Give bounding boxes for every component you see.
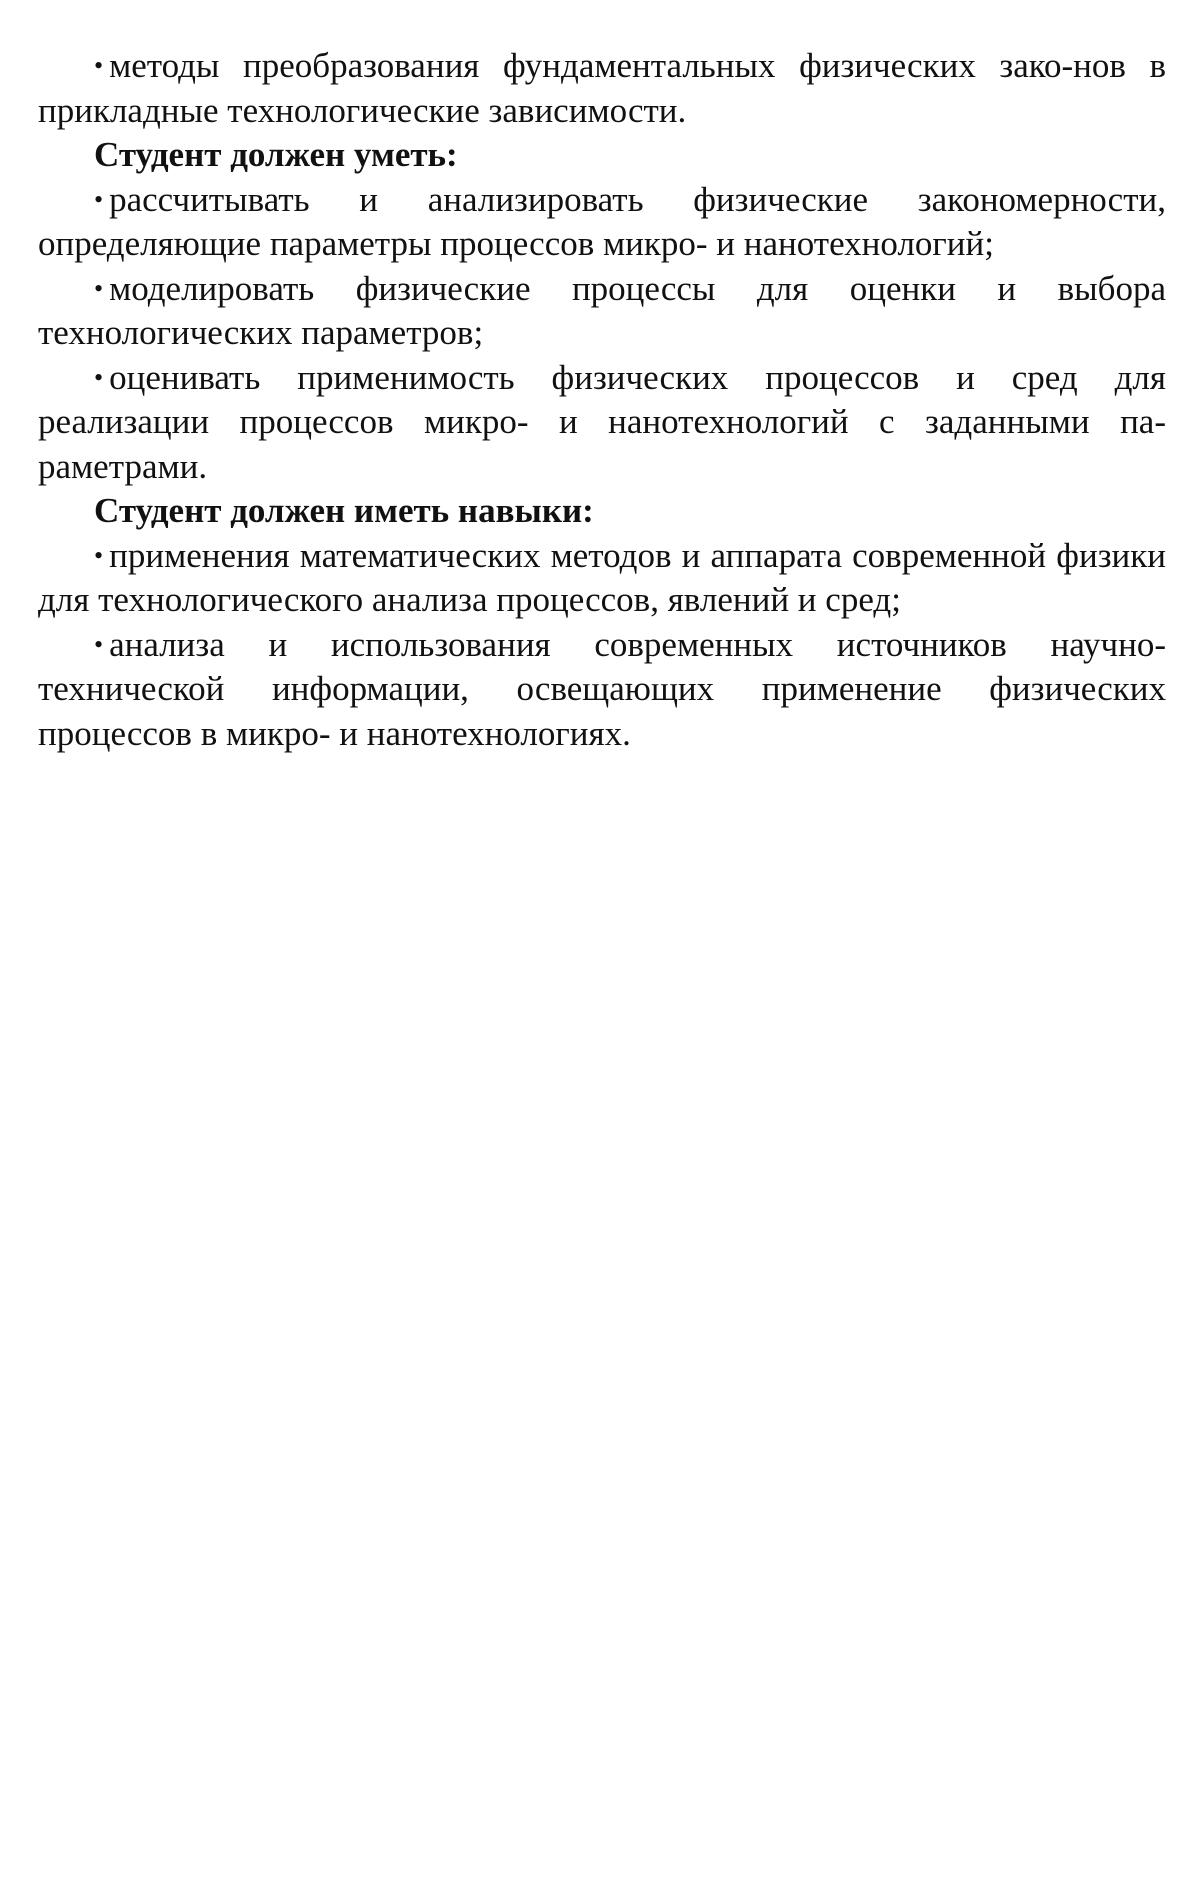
bullet-item-3	[38, 267, 1166, 356]
section-heading-skills: Студент должен уметь:	[94, 135, 458, 174]
bullet-item-text: оценивать применимость физических процессов и сред для реализации процессов микро- и нанотехнологий с заданными па-раметрами.	[38, 357, 1166, 486]
bullet-item-5	[38, 534, 1166, 623]
bullet-item-text: рассчитывать и анализировать физические закономерности, определяющие параметры процессов микро- и нанотехнологий;	[38, 179, 1166, 263]
bullet-icon: •	[94, 51, 104, 80]
bullet-icon: •	[94, 629, 104, 659]
bullet-icon: •	[94, 273, 104, 303]
bullet-item-6	[38, 623, 1166, 757]
bullet-item-text: методы преобразования фундаментальных физических зако-нов в прикладные технологические зависимости.	[38, 46, 1166, 130]
bullet-icon: •	[94, 184, 104, 214]
bullet-icon: •	[94, 540, 104, 570]
bullet-item-2	[38, 178, 1166, 267]
bullet-item-text: анализа и использования современных источников научно-технической информации, освещающих применение физических процессов в микро- и нанотехнологиях.	[38, 624, 1166, 753]
bullet-icon: •	[94, 362, 104, 392]
bullet-item-4	[38, 356, 1166, 490]
document-page	[38, 44, 1166, 756]
bullet-item-text: применения математических методов и аппарата современной физики для технологического анализа процессов, явлений и сред;	[38, 535, 1166, 619]
bullet-item-text: моделировать физические процессы для оценки и выбора технологических параметров;	[38, 268, 1166, 352]
section-heading-abilities: Студент должен иметь навыки:	[94, 491, 594, 530]
bullet-item-1	[38, 44, 1166, 133]
